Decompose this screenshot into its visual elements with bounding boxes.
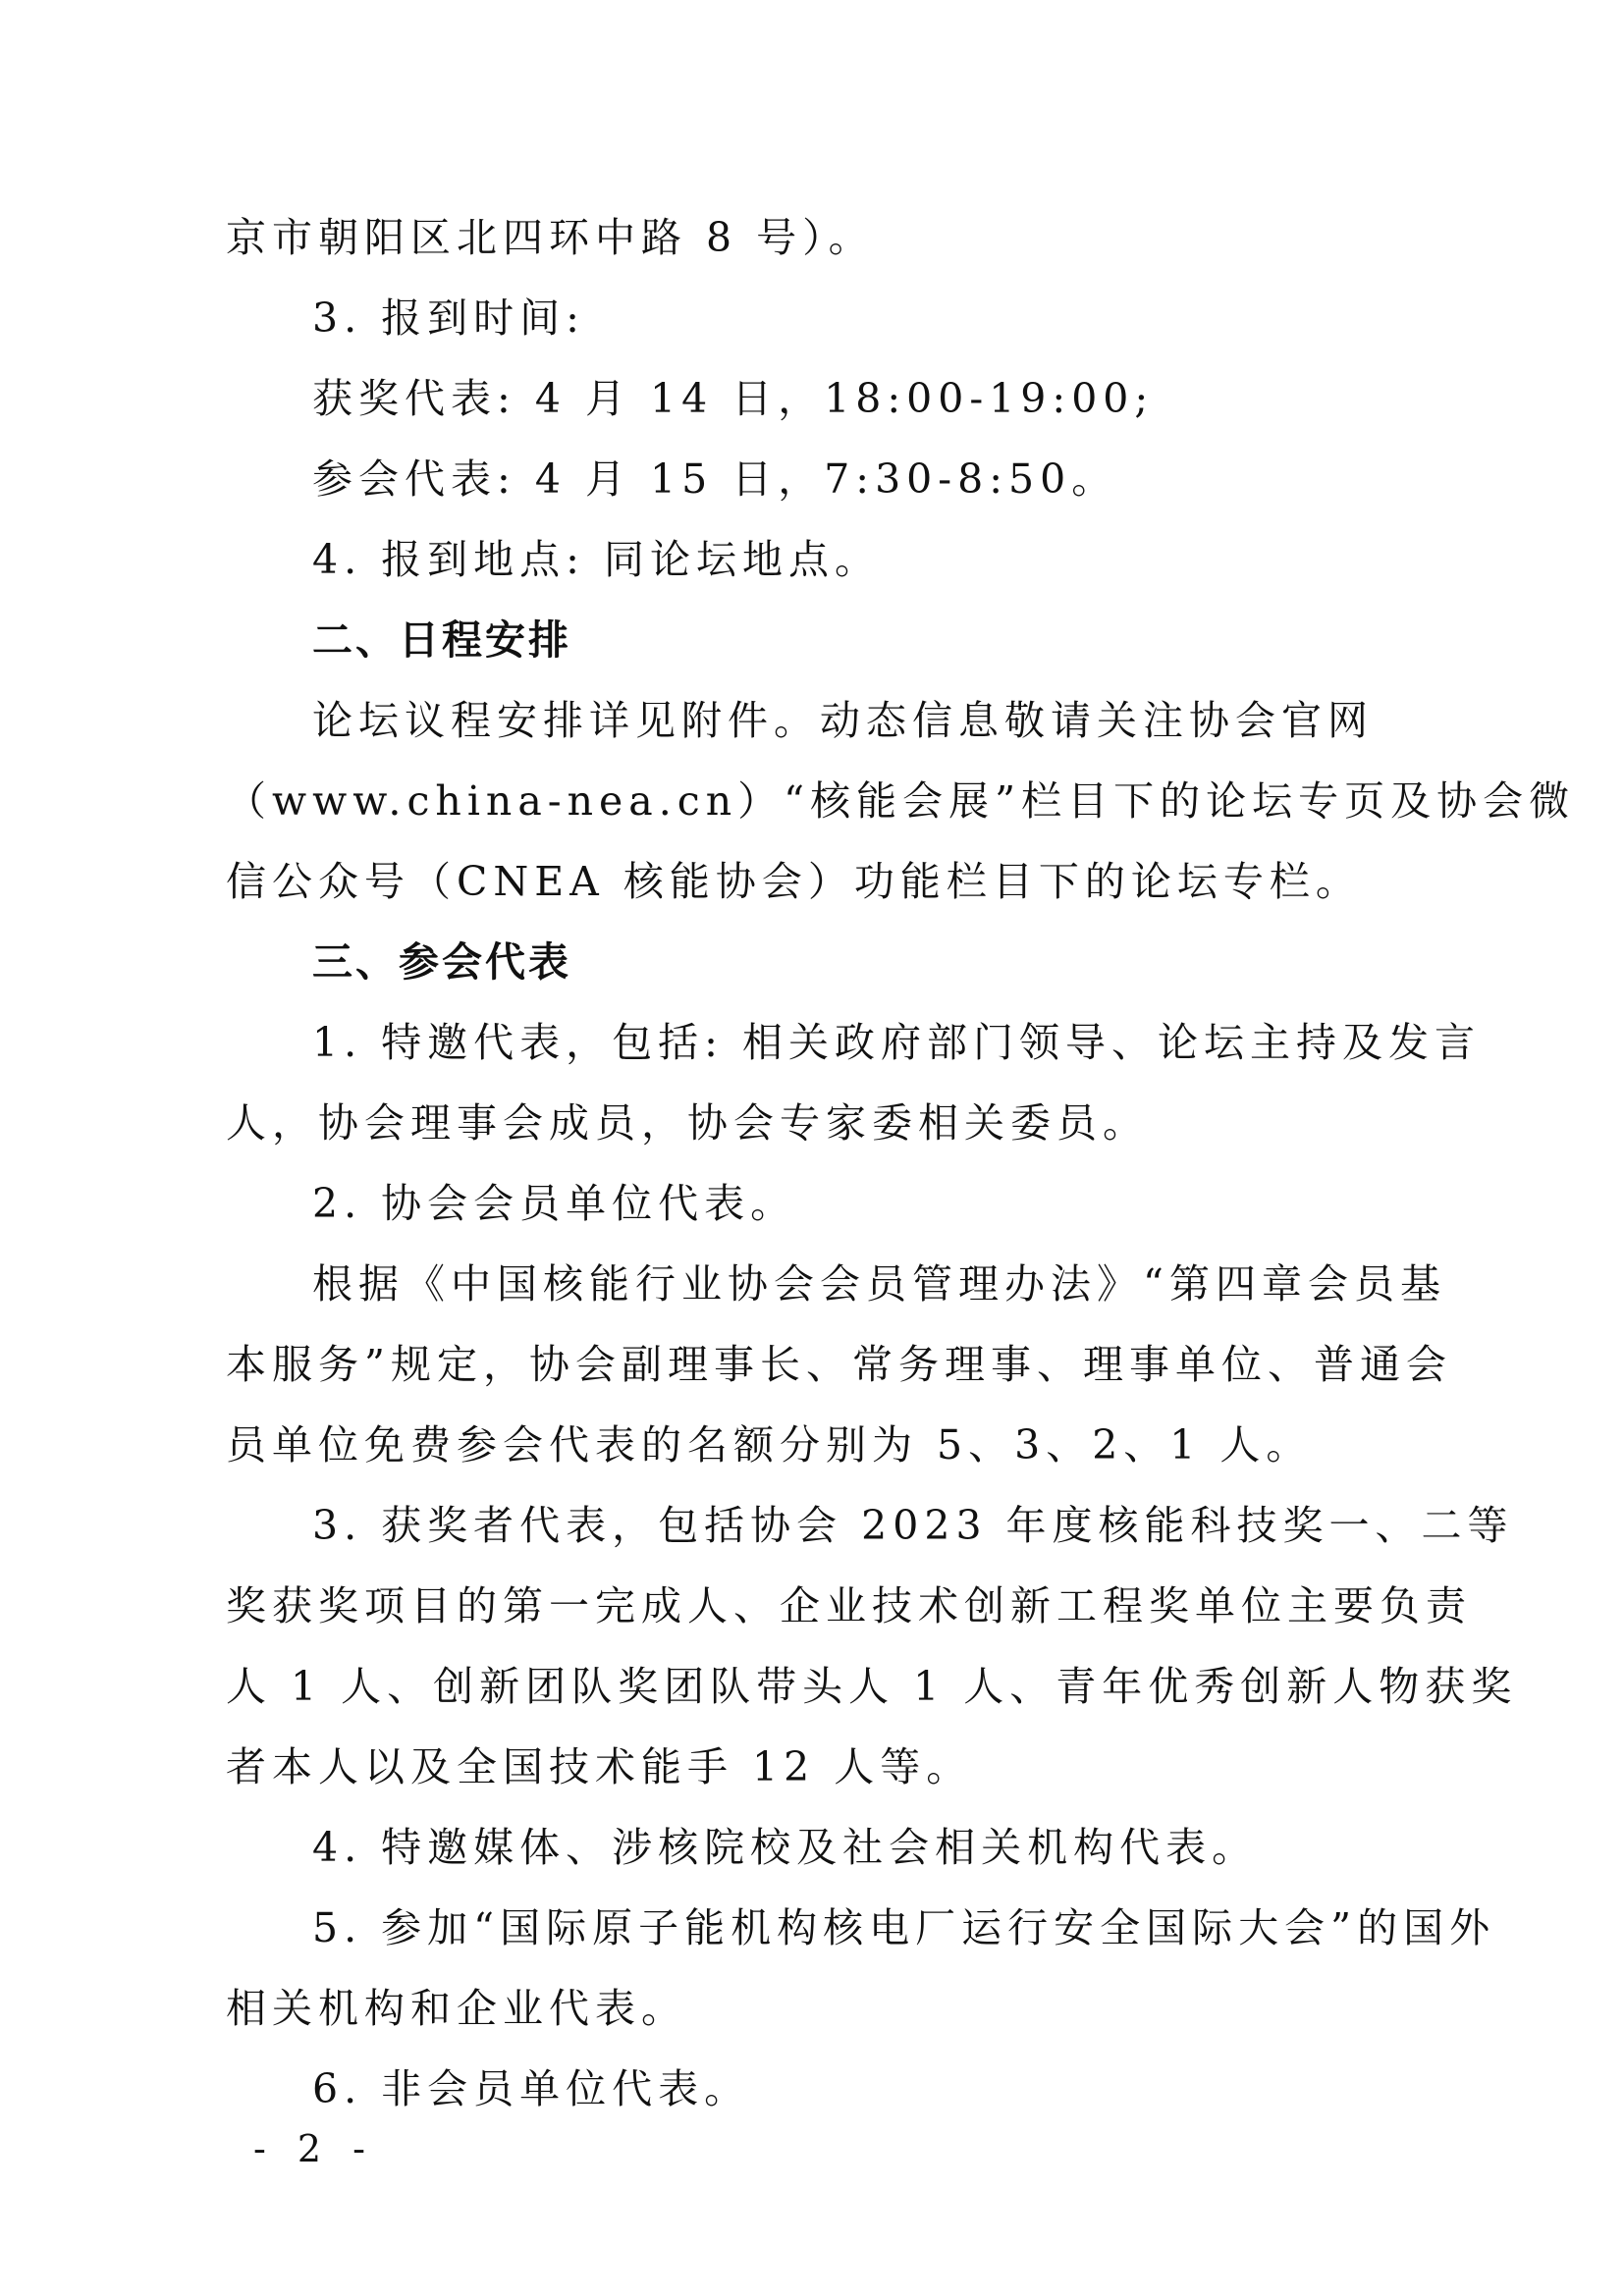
body-line: 者本人以及全国技术能手 12 人等。: [226, 1743, 973, 1790]
body-line: 相关机构和企业代表。: [226, 1985, 687, 2032]
body-line: 参会代表: 4 月 15 日，7:30-8:50。: [312, 455, 1118, 503]
body-line: （www.china-nea.cn）“核能会展”栏目下的论坛专页及协会微: [226, 777, 1576, 825]
body-line: 获奖代表: 4 月 14 日，18:00-19:00;: [312, 375, 1155, 422]
body-line: 4. 报到地点: 同论坛地点。: [312, 536, 881, 583]
body-line: 4. 特邀媒体、涉核院校及社会相关机构代表。: [312, 1824, 1259, 1871]
body-line: 本服务”规定，协会副理事长、常务理事、理事单位、普通会: [226, 1341, 1452, 1388]
body-line: 信公众号（CNEA 核能协会）功能栏目下的论坛专栏。: [226, 858, 1362, 905]
body-line: 3. 报到时间:: [312, 294, 585, 342]
section-heading: 二、日程安排: [312, 616, 571, 664]
body-line: 1. 特邀代表，包括: 相关政府部门领导、论坛主持及发言: [312, 1019, 1481, 1066]
body-line: 人，协会理事会成员，协会专家委相关委员。: [226, 1099, 1149, 1147]
body-line: 6. 非会员单位代表。: [312, 2065, 751, 2112]
body-line: 论坛议程安排详见附件。动态信息敬请关注协会官网: [312, 697, 1374, 744]
body-line: 根据《中国核能行业协会会员管理办法》“第四章会员基: [312, 1260, 1446, 1308]
body-line: 2. 协会会员单位代表。: [312, 1180, 797, 1227]
body-line: 京市朝阳区北四环中路 8 号）。: [226, 214, 875, 261]
body-line: 员单位免费参会代表的名额分别为 5、3、2、1 人。: [226, 1421, 1313, 1468]
body-line: 奖获奖项目的第一完成人、企业技术创新工程奖单位主要负责: [226, 1582, 1472, 1629]
section-heading: 三、参会代表: [312, 938, 571, 986]
page-number: - 2 -: [253, 2127, 376, 2170]
body-line: 人 1 人、创新团队奖团队带头人 1 人、青年优秀创新人物获奖: [226, 1663, 1518, 1710]
body-line: 3. 获奖者代表，包括协会 2023 年度核能科技奖一、二等: [312, 1502, 1514, 1549]
body-line: 5. 参加“国际原子能机构核电厂运行安全国际大会”的国外: [312, 1904, 1496, 1951]
